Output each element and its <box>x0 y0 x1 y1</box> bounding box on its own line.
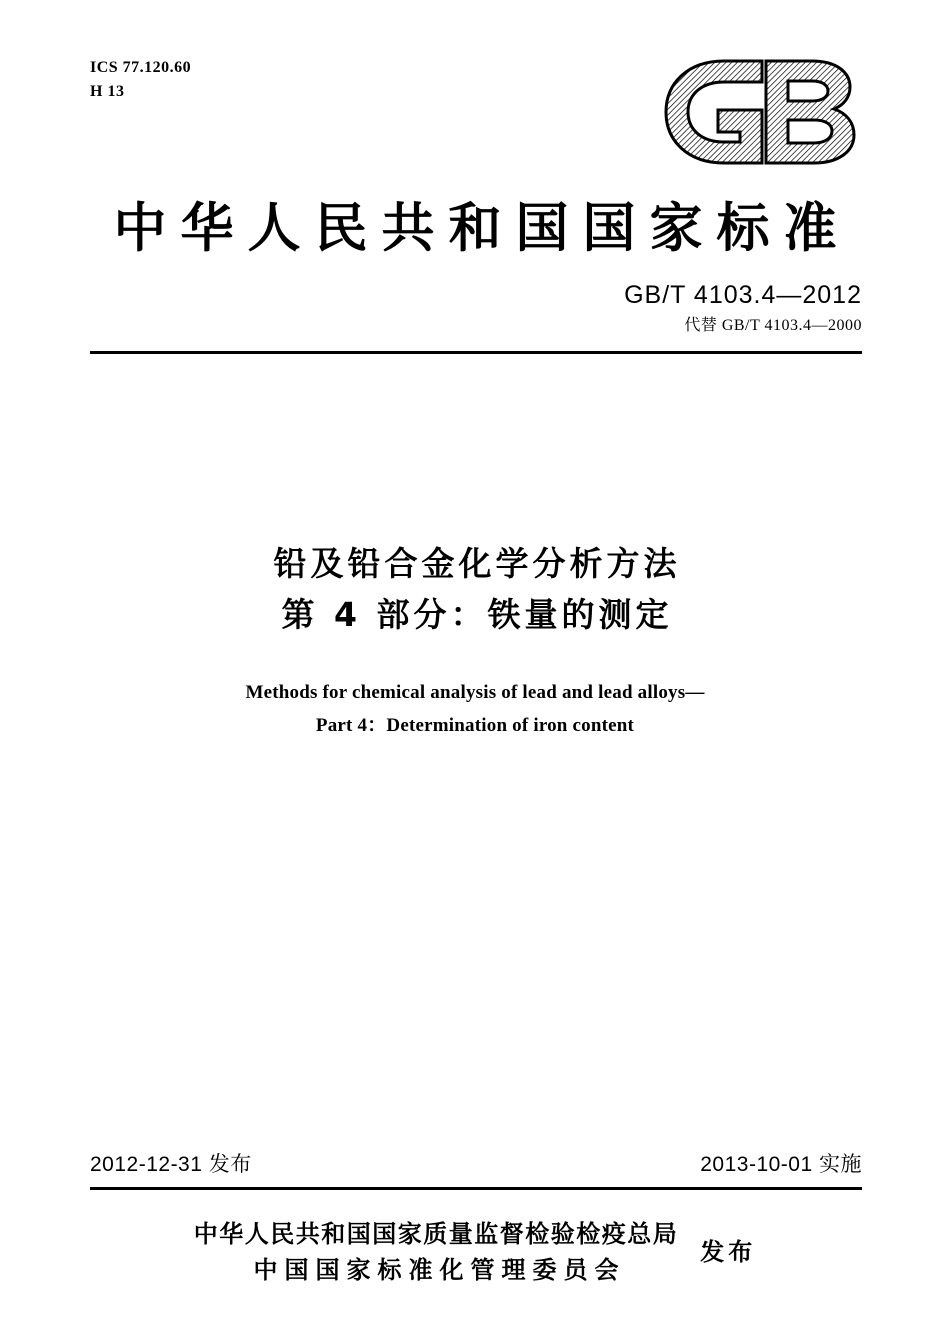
publisher-names <box>194 1216 679 1288</box>
ics-code: ICS 77.120.60 <box>90 59 192 76</box>
document-title-english-line2: Part 4：Determination of iron content <box>315 715 635 737</box>
gb-emblem-icon <box>662 58 862 166</box>
implementation-date: 2013-10-01 实施 <box>700 1153 862 1176</box>
standard-replaces: 代替 GB/T 4103.4—2000 <box>684 317 862 334</box>
document-title-english-line1: Methods for chemical analysis of lead and lead alloys— <box>245 682 705 703</box>
china-standard-class-code: H 13 <box>90 83 125 100</box>
document-title-chinese <box>0 538 950 640</box>
document-title-chinese-line1: 铅及铅合金化学分析方法 <box>273 544 681 583</box>
page-title: 中华人民共和国国家标准 <box>113 198 851 259</box>
divider-bottom <box>90 1187 862 1190</box>
document-title-chinese-line2: 第 4 部分：铁量的测定 <box>281 595 673 635</box>
document-title-english <box>0 676 950 743</box>
ics-classification-block <box>90 56 191 104</box>
publisher-line1: 中华人民共和国国家质量监督检验检疫总局 <box>193 1220 679 1248</box>
issue-date: 2012-12-31 发布 <box>90 1153 252 1176</box>
publisher-verb: 发布 <box>700 1238 757 1266</box>
divider-top <box>90 351 862 354</box>
publisher-block <box>0 1216 950 1288</box>
standard-number: GB/T 4103.4—2012 <box>624 281 862 309</box>
publisher-line2: 中国国家标准化管理委员会 <box>253 1256 626 1284</box>
